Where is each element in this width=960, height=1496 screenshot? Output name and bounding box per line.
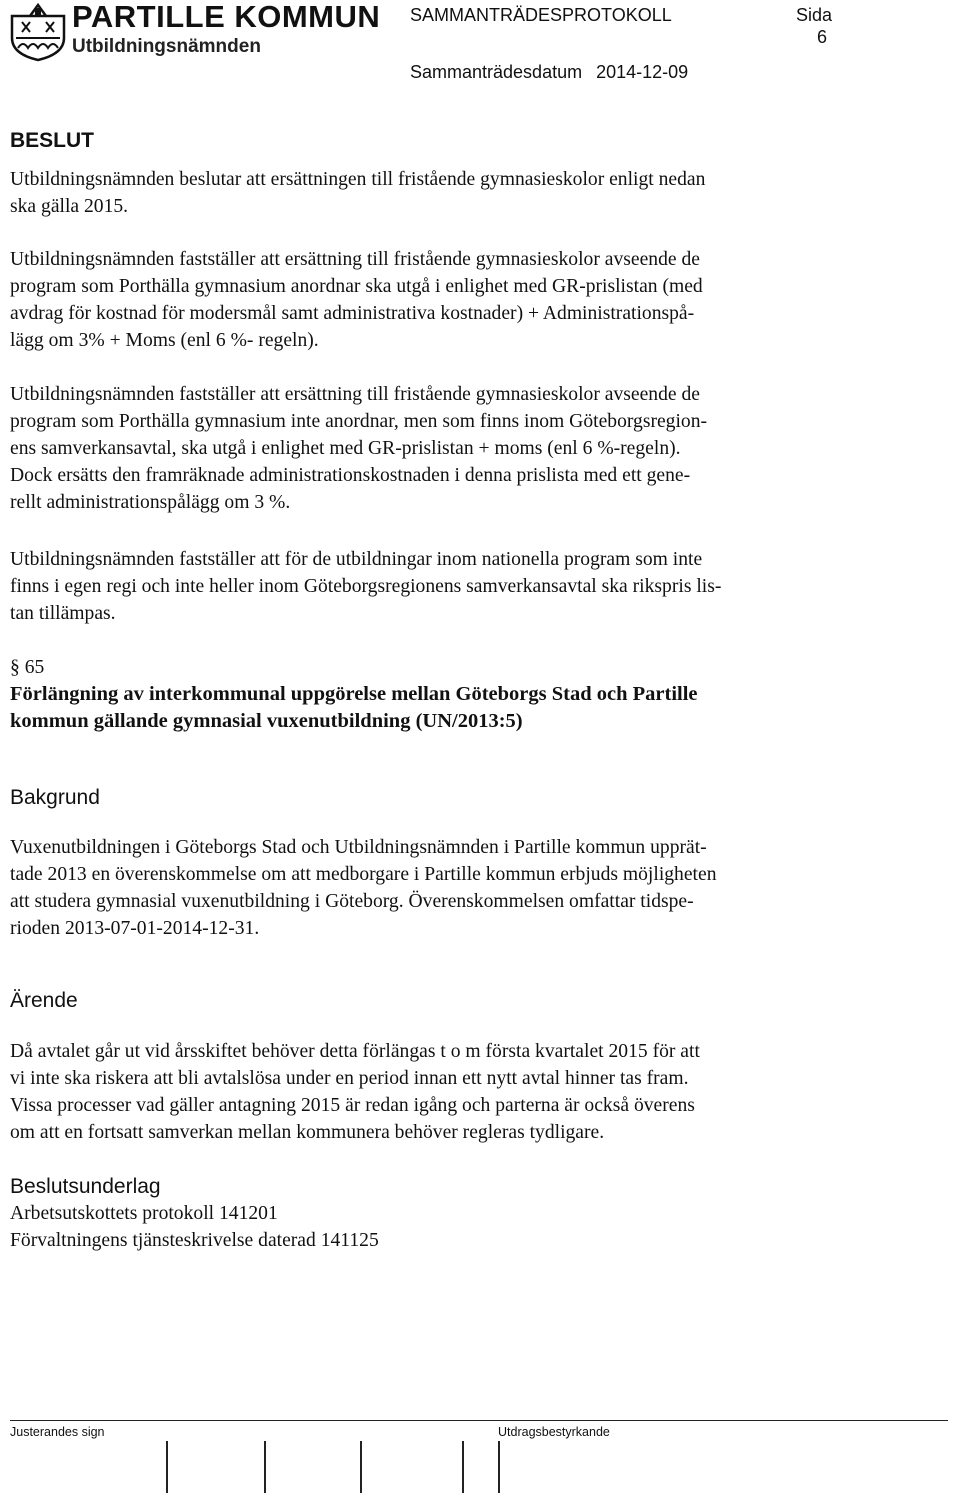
decision-paragraph-2 (10, 246, 855, 354)
signature-box-divider (462, 1441, 464, 1493)
decision-paragraph-1 (10, 166, 855, 220)
decision-basis-list (10, 1200, 855, 1254)
org-name: PARTILLE KOMMUN (72, 0, 381, 34)
text-line: om att en fortsatt samverkan mellan kommunera behöver regleras tydligare. (10, 1122, 605, 1143)
matter-heading: Ärende (10, 989, 78, 1012)
decision-paragraph-3 (10, 381, 855, 516)
text-line: Vissa processer vad gäller antagning 2015 är redan igång och parterna är också överens (10, 1095, 695, 1116)
text-line: rellt administrationspålägg om 3 %. (10, 492, 291, 513)
text-line: program som Porthälla gymnasium inte anordnar, men som finns inom Göteborgsregion- (10, 411, 708, 432)
text-line: rioden 2013-07-01-2014-12-31. (10, 918, 260, 939)
decision-paragraph-4 (10, 546, 855, 627)
signature-box-divider (166, 1441, 168, 1493)
text-line: tan tillämpas. (10, 603, 116, 624)
page-number: 6 (817, 27, 828, 47)
org-department: Utbildningsnämnden (72, 36, 261, 57)
text-line: att studera gymnasial vuxenutbildning i Göteborg. Överenskommelsen omfattar tidspe- (10, 891, 694, 912)
decision-heading: BESLUT (10, 129, 94, 152)
coat-of-arms-icon (8, 2, 68, 62)
document-type: SAMMANTRÄDESPROTOKOLL (410, 5, 672, 25)
text-line: lägg om 3% + Moms (enl 6 %- regeln). (10, 330, 319, 351)
list-item: Arbetsutskottets protokoll 141201 (10, 1203, 278, 1224)
text-line: Utbildningsnämnden fastställer att ersättning till fristående gymnasieskolor avseende de (10, 249, 700, 270)
signature-box-divider (264, 1441, 266, 1493)
text-line: finns i egen regi och inte heller inom Göteborgsregionens samverkansavtal ska rikspris lis- (10, 576, 722, 597)
title-line: kommun gällande gymnasial vuxenutbildning (UN/2013:5) (10, 710, 523, 732)
footer-divider (10, 1420, 948, 1421)
text-line: Vuxenutbildningen i Göteborgs Stad och Utbildningsnämnden i Partille kommun upprät- (10, 837, 707, 858)
text-line: Då avtalet går ut vid årsskiftet behöver detta förlängas t o m första kvartalet 2015 för att (10, 1041, 700, 1062)
signature-box-divider (360, 1441, 362, 1493)
paragraph-reference: § 65 (10, 657, 45, 678)
text-line: avdrag för kostnad för modersmål samt administrativa kostnader) + Administrationspå- (10, 303, 695, 324)
background-paragraph (10, 834, 855, 942)
text-line: ska gälla 2015. (10, 196, 129, 217)
text-line: tade 2013 en överenskommelse om att medborgare i Partille kommun erbjuds möjligheten (10, 864, 717, 885)
text-line: program som Porthälla gymnasium anordnar ska utgå i enlighet med GR-prislistan (med (10, 276, 703, 297)
signature-box-divider (498, 1441, 500, 1493)
page-label: Sida (796, 5, 833, 25)
text-line: Utbildningsnämnden beslutar att ersättningen till fristående gymnasieskolor enligt nedan (10, 169, 706, 190)
title-line: Förlängning av interkommunal uppgörelse mellan Göteborgs Stad och Partille (10, 683, 698, 705)
background-heading: Bakgrund (10, 786, 100, 809)
meeting-date-label: Sammanträdesdatum (410, 62, 583, 82)
text-line: ens samverkansavtal, ska utgå i enlighet med GR-prislistan + moms (enl 6 %-regeln). (10, 438, 681, 459)
text-line: Utbildningsnämnden fastställer att för de utbildningar inom nationella program som inte (10, 549, 703, 570)
text-line: vi inte ska riskera att bli avtalslösa under en period innan ett nytt avtal hinner tas fram. (10, 1068, 689, 1089)
text-line: Dock ersätts den framräknade administrationskostnaden i denna prislista med ett gene- (10, 465, 691, 486)
matter-paragraph (10, 1038, 855, 1146)
text-line: Utbildningsnämnden fastställer att ersättning till fristående gymnasieskolor avseende de (10, 384, 700, 405)
adjuster-sign-label: Justerandes sign (10, 1425, 105, 1439)
meeting-date (410, 61, 688, 83)
decision-basis-heading: Beslutsunderlag (10, 1175, 161, 1198)
extract-certification-label: Utdragsbestyrkande (498, 1425, 610, 1439)
section-title (10, 681, 698, 735)
list-item: Förvaltningens tjänsteskrivelse daterad 141125 (10, 1230, 379, 1251)
meeting-date-value: 2014-12-09 (596, 62, 689, 82)
